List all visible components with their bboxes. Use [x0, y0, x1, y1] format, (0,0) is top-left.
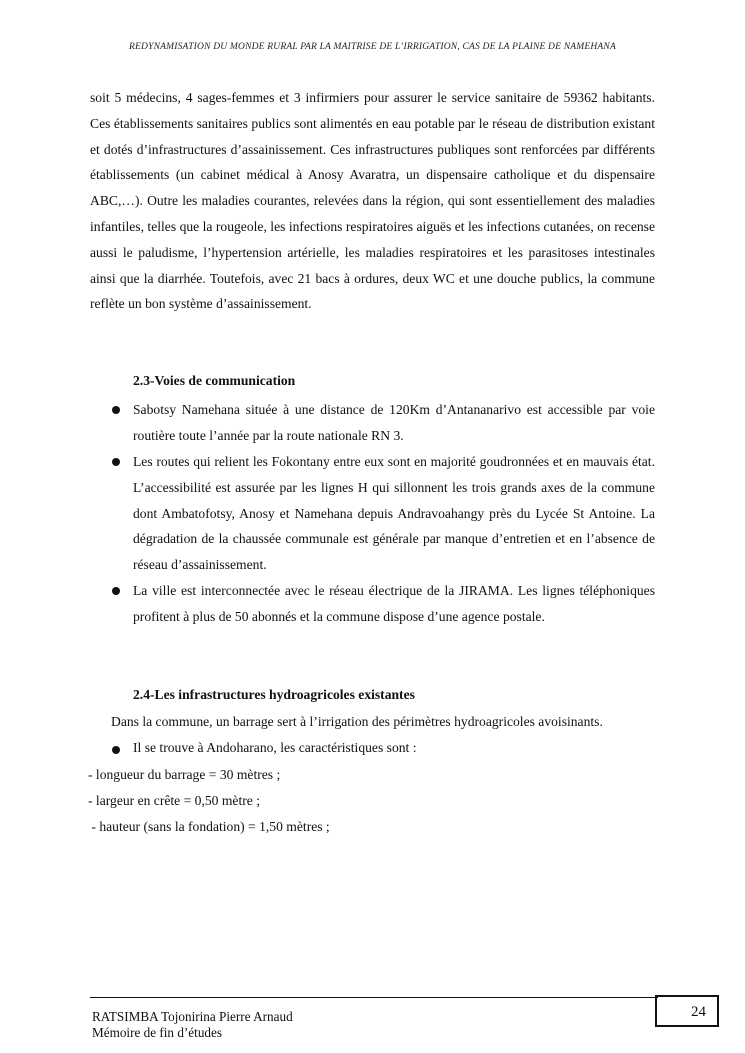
bullet-icon — [112, 587, 120, 595]
characteristic-line: - longueur du barrage = 30 mètres ; — [88, 767, 281, 782]
page-number: 24 — [655, 995, 719, 1027]
characteristic-line: - hauteur (sans la fondation) = 1,50 mètres ; — [88, 819, 330, 834]
list-item: La ville est interconnectée avec le réseau électrique de la JIRAMA. Les lignes téléphoniques profitent à plus de 50 abonnés et la commune dispose d’une agence postale. — [133, 583, 655, 624]
characteristic-line: - largeur en crête = 0,50 mètre ; — [88, 793, 260, 808]
footer-divider — [90, 997, 658, 998]
section-heading-2-3: 2.3-Voies de communication — [133, 373, 296, 388]
running-header: REDYNAMISATION DU MONDE RURAL PAR LA MAITRISE DE L’IRRIGATION, CAS DE LA PLAINE DE NAMEHANA — [129, 42, 616, 52]
bullet-icon — [112, 458, 120, 466]
list-item: Il se trouve à Andoharano, les caractéristiques sont : — [133, 740, 417, 755]
footer-document-type: Mémoire de fin d’études — [92, 1025, 223, 1040]
bullet-icon — [112, 746, 120, 754]
intro-paragraph: soit 5 médecins, 4 sages-femmes et 3 infirmiers pour assurer le service sanitaire de 59362 habitants. Ces établissements sanitaires publics sont alimentés en eau potable par le réseau de distribution existant et dotés d’infrastructures d’assainissement. Ces infrastructures publiques sont renforcées par différents établissements (un cabinet médical à Anosy Avaratra, un dispensaire catholique et du dispensaire ABC,…). Outre les maladies courantes, relevées dans la région, qui sont essentiellement des maladies infantiles, telles que la rougeole, les infections respiratoires aiguës et les infections cutanées, on recense aussi le paludisme, l’hypertension artérielle, les maladies respiratoires et les parasitoses intestinales ainsi que la diarrhée. Toutefois, avec 21 bacs à ordures, deux WC et une douche publics, la commune reflète un bon système d’assainissement. — [90, 90, 655, 312]
section-intro-text: Dans la commune, un barrage sert à l’irrigation des périmètres hydroagricoles avoisinants. — [111, 714, 603, 729]
bullet-icon — [112, 406, 120, 414]
footer-author: RATSIMBA Tojonirina Pierre Arnaud — [92, 1009, 293, 1024]
list-item: Sabotsy Namehana située à une distance de 120Km d’Antananarivo est accessible par voie routière toute l’année par la route nationale RN 3. — [133, 402, 655, 443]
section-heading-2-4: 2.4-Les infrastructures hydroagricoles existantes — [133, 687, 415, 702]
list-item: Les routes qui relient les Fokontany entre eux sont en majorité goudronnées et en mauvais état. L’accessibilité est assurée par les lignes H qui sillonnent les trois grands axes de la commune dont Ambatofotsy, Anosy et Namehana depuis Andravoahangy près du Lycée St Antoine. La dégradation de la chaussée communale est générale par manque d’entretien et en l’absence de réseau d’assainissement. — [133, 454, 655, 573]
